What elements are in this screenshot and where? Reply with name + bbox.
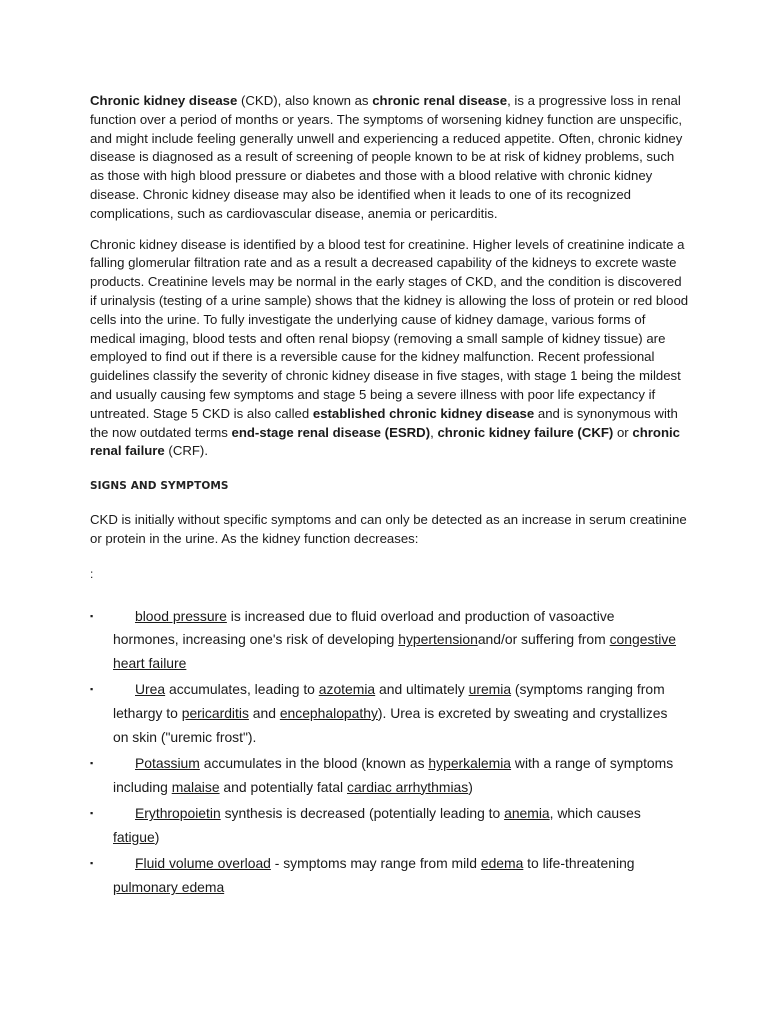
bullet-icon: ▪ (90, 684, 94, 695)
link-encephalopathy[interactable]: encephalopathy (279, 704, 378, 721)
link-malaise[interactable]: malaise (171, 778, 220, 795)
bullet-icon: ▪ (90, 808, 94, 819)
link-fatigue[interactable]: fatigue (113, 828, 155, 845)
term-ckd: Chronic kidney disease (90, 93, 238, 108)
link-pulmonary-edema[interactable]: pulmonary edema (113, 879, 225, 896)
link-urea[interactable]: Urea (135, 681, 166, 698)
symptoms-intro-paragraph: CKD is initially without specific symptoms and can only be detected as an increase in serum creatinine or protein in the urine. As the kidney function decreases: (90, 511, 687, 546)
text-run: ) (154, 828, 160, 845)
section-heading: SIGNS AND SYMPTOMS (90, 480, 229, 493)
link-erythropoietin[interactable]: Erythropoietin (135, 805, 221, 822)
term-esrd: end-stage renal disease (ESRD) (231, 424, 431, 440)
intro-paragraph (90, 92, 690, 224)
link-hyperkalemia[interactable]: hyperkalemia (428, 755, 512, 772)
link-blood-pressure[interactable]: blood pressure (135, 607, 227, 624)
text-run: and potentially fatal (219, 778, 347, 795)
term-established-ckd: established chronic kidney disease (312, 405, 535, 421)
bullet-icon: ▪ (90, 758, 94, 769)
list-item (90, 802, 678, 849)
list-item (90, 752, 678, 799)
link-cardiac-arrhythmias[interactable]: cardiac arrhythmias (347, 778, 469, 795)
text-run: and/or suffering from (477, 631, 610, 648)
text-run: and ultimately (375, 681, 469, 698)
link-fluid-volume-overload[interactable]: Fluid volume overload (135, 855, 271, 872)
text-run: synthesis is decreased (potentially leading to (220, 805, 505, 822)
link-potassium[interactable]: Potassium (135, 755, 200, 772)
text-run: ) (468, 778, 473, 795)
text-run: and (248, 704, 280, 721)
text-run: - symptoms may range from mild (270, 855, 481, 872)
text-run: with a range of symptoms including (113, 755, 674, 795)
text-run: , is a progressive loss in renal function over a period of months or years. The symptoms of worsening kidney function are unspecific, and might include feeling generally unwell and experiencing a reduced appetite. Often, chronic kidney disease is diagnosed as a result of screening of people known to be at risk of kidney problems, such as those with high blood pressure or diabetes and those with a blood relative with chronic kidney disease. Chronic kidney disease may also be identified when it leads to one of its recognized complications, such as cardiovascular disease, anemia or pericarditis. (90, 93, 683, 221)
list-item (90, 852, 678, 899)
bullet-icon: ▪ (90, 858, 94, 869)
text-run: (CKD), also known as (237, 93, 373, 108)
link-azotemia[interactable]: azotemia (318, 681, 376, 698)
bullet-icon: ▪ (90, 610, 94, 621)
text-run: and is synonymous with the now outdated terms (90, 405, 678, 440)
diagnosis-paragraph (90, 236, 690, 462)
text-run: or (613, 424, 633, 440)
term-chronic-renal-disease: chronic renal disease (372, 93, 508, 108)
link-anemia[interactable]: anemia (504, 805, 550, 822)
document-page (90, 92, 690, 903)
text-run: accumulates in the blood (known as (199, 755, 429, 772)
text-run: is increased due to fluid overload and production of vasoactive hormones, increasing one's risk of developing (113, 607, 615, 648)
text-run: Chronic kidney disease is identified by a blood test for creatinine. Higher levels of creatinine indicate a falling glomerular filtration rate and as a result a decreased capability of the kidneys to excrete waste products. Creatinine levels may be normal in the early stages of CKD, and the condition is discovered if urinalysis (testing of a urine sample) shows that the kidney is allowing the loss of protein or red blood cells into the urine. To fully investigate the underlying cause of kidney damage, various forms of medical imaging, blood tests and often renal biopsy (removing a small sample of kidney tissue) are employed to find out if there is a reversible cause for the kidney malfunction. Recent professional guidelines classify the severity of chronic kidney disease in five stages, with stage 1 being the mildest and usually causing few symptoms and stage 5 being a severe illness with poor life expectancy if untreated. Stage 5 CKD is also called (90, 236, 689, 421)
text-run: (CRF). (164, 443, 208, 459)
link-hypertension[interactable]: hypertension (398, 631, 478, 648)
list-item (90, 605, 678, 676)
colon-text: : (90, 566, 94, 581)
term-ckf: chronic kidney failure (CKF) (437, 424, 614, 440)
text-run: (symptoms ranging from lethargy to (113, 681, 665, 721)
link-congestive-heart-failure[interactable]: congestive heart failure (113, 631, 677, 671)
text-run: , which causes (549, 805, 641, 822)
list-item (90, 678, 678, 749)
link-pericarditis[interactable]: pericarditis (181, 704, 249, 721)
symptom-list (90, 605, 690, 900)
text-run: to life-threatening (523, 855, 635, 872)
text-run: accumulates, leading to (165, 681, 319, 698)
link-edema[interactable]: edema (480, 855, 524, 872)
text-run: ). Urea is excreted by sweating and crystallizes on skin ("uremic frost"). (113, 704, 668, 745)
term-crf: chronic renal failure (90, 424, 681, 459)
text-run: , (430, 424, 438, 440)
link-uremia[interactable]: uremia (468, 681, 512, 698)
